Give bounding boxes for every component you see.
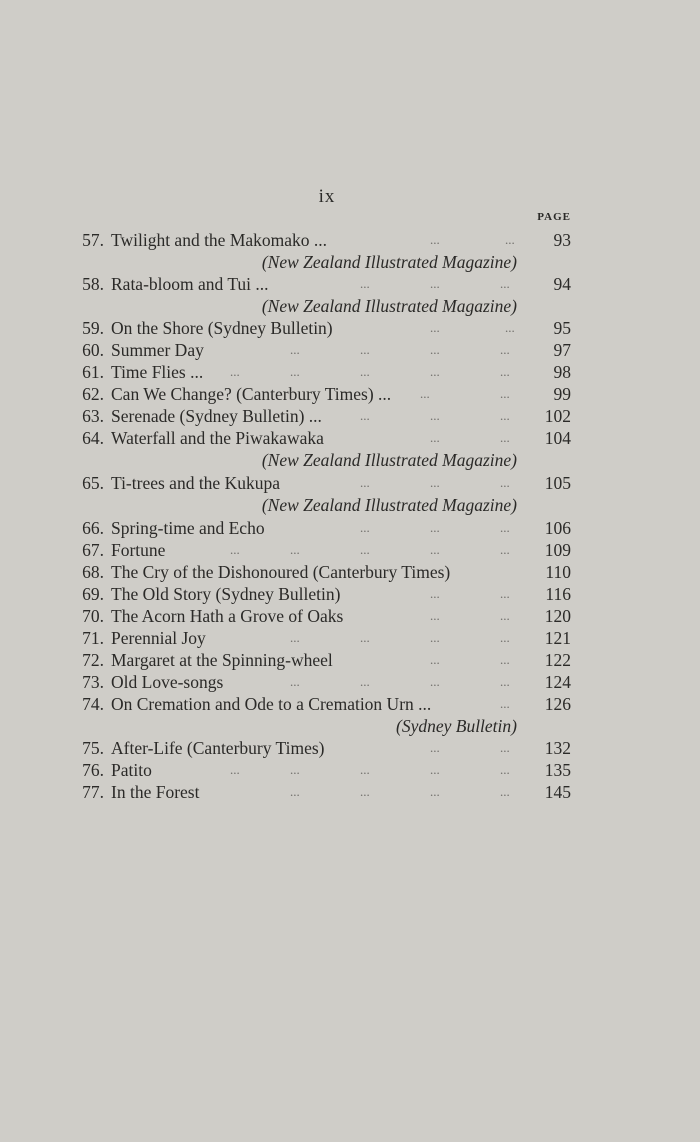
entry-page-number: 132: [544, 738, 571, 758]
entry-title: Twilight and the Makomako ...: [111, 230, 328, 250]
entry-number: 58.: [82, 274, 104, 294]
entry-number: 67.: [82, 540, 104, 560]
toc-entry: 73. Old Love-songs ... ... ... ... 124: [0, 671, 700, 693]
entry-number: 76.: [82, 760, 104, 780]
entry-page-number: 116: [545, 584, 571, 604]
toc-entry-source-line: [0, 295, 700, 317]
toc-entry: [0, 561, 700, 583]
entry-title: Waterfall and the Piwakawaka: [111, 428, 324, 448]
entry-page-number: 95: [553, 318, 571, 338]
entry-number: 77.: [82, 782, 104, 802]
entry-source: (New Zealand Illustrated Magazine): [261, 296, 517, 316]
entry-title: Summer Day: [111, 340, 204, 360]
entry-title: Fortune: [111, 540, 166, 560]
entry-page-number: 98: [553, 362, 571, 382]
entry-title: Ti-trees and the Kukupa: [111, 473, 280, 493]
entry-page-number: 124: [544, 672, 571, 692]
entry-title: Margaret at the Spinning-wheel: [111, 650, 333, 670]
entry-title: Perennial Joy: [111, 628, 206, 648]
entry-page-number: 109: [544, 540, 571, 560]
entry-page-number: 121: [544, 628, 571, 648]
toc-entry: 72. Margaret at the Spinning-wheel ... ... 122: [0, 649, 700, 671]
entry-title: On the Shore (Sydney Bulletin): [111, 318, 333, 338]
toc-entry: 58. Rata-bloom and Tui ... ... ... ... 94: [0, 273, 700, 295]
entry-page-number: 110: [545, 562, 571, 582]
entry-title: In the Forest: [111, 782, 200, 802]
entry-source: (New Zealand Illustrated Magazine): [261, 252, 517, 272]
entry-page-number: 106: [544, 518, 571, 538]
toc-entry-source-line: [0, 494, 700, 516]
entry-number: 65.: [82, 473, 104, 493]
toc-entry: 74. On Cremation and Ode to a Cremation Urn ... ... 126: [0, 693, 700, 715]
toc-entry: 57. Twilight and the Makomako ... ... ... 93: [0, 229, 700, 251]
entry-number: 71.: [82, 628, 104, 648]
entry-page-number: 97: [553, 340, 571, 360]
entry-title: Old Love-songs: [111, 672, 224, 692]
entry-title: Spring-time and Echo: [111, 518, 265, 538]
toc-entry: 67. Fortune ... ... ... ... ... 109: [0, 539, 700, 561]
entry-page-number: 120: [544, 606, 571, 626]
entry-number: 59.: [82, 318, 104, 338]
entry-page-number: 94: [553, 274, 571, 294]
entry-number: 66.: [82, 518, 104, 538]
toc-entry: 66. Spring-time and Echo ... ... ... 106: [0, 517, 700, 539]
toc-entry: 75. After-Life (Canterbury Times) ... ... 132: [0, 737, 700, 759]
toc-entry-source-line: [0, 449, 700, 471]
entry-number: 73.: [82, 672, 104, 692]
entry-source: (Sydney Bulletin): [396, 716, 517, 736]
entry-page-number: 102: [544, 406, 571, 426]
entry-title: Patito: [111, 760, 152, 780]
page-column-heading: PAGE: [537, 211, 571, 223]
entry-number: 61.: [82, 362, 104, 382]
toc-entry: 64. Waterfall and the Piwakawaka ... ... 104: [0, 427, 700, 449]
toc-entry-source-line: [0, 251, 700, 273]
entry-source: (New Zealand Illustrated Magazine): [261, 495, 517, 515]
toc-entry: 63. Serenade (Sydney Bulletin) ... ... ... ... 102: [0, 405, 700, 427]
entry-page-number: 104: [544, 428, 571, 448]
toc-entry: 62. Can We Change? (Canterbury Times) ... ... ... 99: [0, 383, 700, 405]
entry-page-number: 135: [544, 760, 571, 780]
entry-number: 74.: [82, 694, 104, 714]
entry-page-number: 105: [544, 473, 571, 493]
entry-title: Serenade (Sydney Bulletin) ...: [111, 406, 322, 426]
entry-number: 64.: [82, 428, 104, 448]
entry-title: Time Flies ...: [111, 362, 204, 382]
toc-entry: 70. The Acorn Hath a Grove of Oaks ... ... 120: [0, 605, 700, 627]
entry-title: The Cry of the Dishonoured (Canterbury Times): [111, 562, 451, 582]
entry-number: 60.: [82, 340, 104, 360]
entry-title: After-Life (Canterbury Times): [111, 738, 325, 758]
entry-page-number: 126: [544, 694, 571, 714]
entry-number: 57.: [82, 230, 104, 250]
entry-title: The Acorn Hath a Grove of Oaks: [111, 606, 344, 626]
entry-number: 68.: [82, 562, 104, 582]
entry-title: On Cremation and Ode to a Cremation Urn ...: [111, 694, 432, 714]
entry-number: 72.: [82, 650, 104, 670]
entry-number: 63.: [82, 406, 104, 426]
entry-page-number: 93: [553, 230, 571, 250]
entry-source: (New Zealand Illustrated Magazine): [261, 450, 517, 470]
entry-page-number: 99: [553, 384, 571, 404]
entry-title: The Old Story (Sydney Bulletin): [111, 584, 341, 604]
entry-title: Can We Change? (Canterbury Times) ...: [111, 384, 392, 404]
entry-number: 75.: [82, 738, 104, 758]
toc-entry: 77. In the Forest ... ... ... ... 145: [0, 781, 700, 803]
entry-page-number: 122: [544, 650, 571, 670]
entry-number: 69.: [82, 584, 104, 604]
toc-entry: 59. On the Shore (Sydney Bulletin) ... ... 95: [0, 317, 700, 339]
entry-title: Rata-bloom and Tui ...: [111, 274, 269, 294]
entry-number: 70.: [82, 606, 104, 626]
toc-entry: 61. Time Flies ... ... ... ... ... ... 98: [0, 361, 700, 383]
page-folio: ix: [318, 186, 336, 207]
toc-entry-source-line: [0, 715, 700, 737]
toc-entry: 65. Ti-trees and the Kukupa ... ... ... 105: [0, 472, 700, 494]
entry-page-number: 145: [544, 782, 571, 802]
toc-entry: 69. The Old Story (Sydney Bulletin) ... ... 116: [0, 583, 700, 605]
toc-entry: 76. Patito ... ... ... ... ... 135: [0, 759, 700, 781]
entry-number: 62.: [82, 384, 104, 404]
toc-entry: 71. Perennial Joy ... ... ... ... 121: [0, 627, 700, 649]
toc-entry: 60. Summer Day ... ... ... ... 97: [0, 339, 700, 361]
